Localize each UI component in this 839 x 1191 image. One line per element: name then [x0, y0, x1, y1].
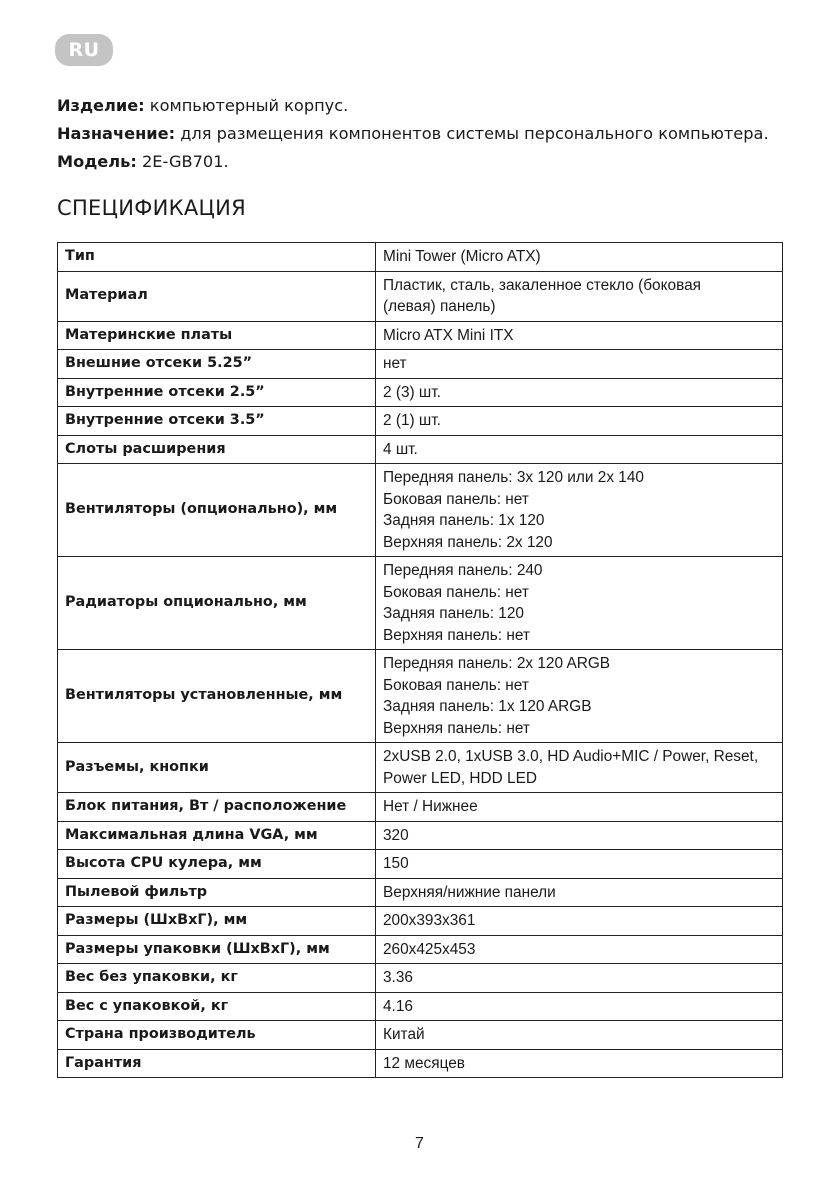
table-row: [58, 1049, 783, 1078]
table-row: [58, 650, 783, 743]
spec-value-line: Нет / Нижнее: [383, 798, 478, 815]
spec-key: Материнские платы: [58, 321, 376, 350]
page-number: 7: [415, 1135, 424, 1152]
spec-value-line: Китай: [383, 1026, 425, 1043]
spec-value-line: 2xUSB 2.0, 1xUSB 3.0, HD Audio+MIC / Power, Reset,: [383, 748, 759, 765]
spec-key: Радиаторы опционально, мм: [58, 557, 376, 650]
table-row: [58, 321, 783, 350]
spec-value-line: Боковая панель: нет: [383, 583, 529, 601]
spec-value: [376, 1021, 783, 1050]
table-row: [58, 271, 783, 321]
spec-value-line: Задняя панель: 1x 120: [383, 512, 545, 529]
spec-value-line: Боковая панель: нет: [383, 676, 529, 694]
table-row: [58, 743, 783, 793]
spec-value-line: Передняя панель: 240: [383, 562, 543, 579]
table-row: [58, 964, 783, 993]
spec-value: [376, 964, 783, 993]
spec-value-line: Передняя панель: 3x 120 или 2x 140: [383, 469, 644, 486]
spec-value: [376, 243, 783, 272]
spec-value-line: Верхняя панель: нет: [383, 719, 530, 737]
intro-text: 2E-GB701.: [136, 152, 229, 171]
spec-value-line: Пластик, сталь, закаленное стекло (боковая: [383, 276, 701, 294]
spec-key: Гарантия: [58, 1049, 376, 1078]
spec-key: Материал: [58, 271, 376, 321]
spec-value-line: 2 (1) шт.: [383, 412, 441, 429]
spec-key: Вес с упаковкой, кг: [58, 992, 376, 1021]
intro-label: Модель:: [57, 152, 137, 171]
spec-value-line: Верхняя панель: 2x 120: [383, 533, 553, 551]
spec-value-line: 260x425x453: [383, 940, 476, 958]
spec-value: [376, 321, 783, 350]
spec-value-line: 3.36: [383, 969, 413, 986]
spec-table-body: [58, 243, 783, 1078]
spec-value-line: 200x393x361: [383, 912, 476, 929]
spec-value: [376, 878, 783, 907]
spec-value-line: Mini Tower (Micro ATX): [383, 248, 541, 265]
table-row: [58, 350, 783, 379]
spec-value-line: 4.16: [383, 997, 413, 1015]
spec-value: [376, 271, 783, 321]
spec-value: [376, 850, 783, 879]
spec-value-line: 4 шт.: [383, 440, 418, 458]
intro-label: Назначение:: [57, 124, 176, 143]
table-row: [58, 407, 783, 436]
spec-key: Внутренние отсеки 2.5”: [58, 378, 376, 407]
spec-value-line: нет: [383, 355, 407, 372]
spec-value-line: Power LED, HDD LED: [383, 769, 537, 787]
spec-table: [57, 242, 783, 1078]
spec-value: [376, 793, 783, 822]
table-row: [58, 907, 783, 936]
table-row: [58, 793, 783, 822]
spec-key: Высота CPU кулера, мм: [58, 850, 376, 879]
spec-value-line: Верхняя панель: нет: [383, 626, 530, 644]
table-row: [58, 378, 783, 407]
intro-line-model: [57, 148, 797, 176]
spec-key: Вентиляторы установленные, мм: [58, 650, 376, 743]
spec-value-line: Верхняя/нижние панели: [383, 883, 556, 901]
spec-key: Пылевой фильтр: [58, 878, 376, 907]
spec-key: Слоты расширения: [58, 435, 376, 464]
spec-key: Страна производитель: [58, 1021, 376, 1050]
language-badge: RU: [55, 34, 113, 66]
spec-value-line: Задняя панель: 1x 120 ARGB: [383, 698, 592, 715]
spec-key: Размеры (ШхВхГ), мм: [58, 907, 376, 936]
intro-text: для размещения компонентов системы персонального компьютера.: [175, 124, 769, 143]
table-row: [58, 435, 783, 464]
spec-value: [376, 557, 783, 650]
table-row: [58, 243, 783, 272]
spec-value: [376, 992, 783, 1021]
spec-value: [376, 464, 783, 557]
spec-value: [376, 435, 783, 464]
spec-key: Внутренние отсеки 3.5”: [58, 407, 376, 436]
spec-value: [376, 350, 783, 379]
spec-key: Тип: [58, 243, 376, 272]
table-row: [58, 935, 783, 964]
spec-value: [376, 743, 783, 793]
spec-value-line: 2 (3) шт.: [383, 383, 441, 401]
spec-value: [376, 935, 783, 964]
spec-value-line: Боковая панель: нет: [383, 490, 529, 508]
spec-value: [376, 407, 783, 436]
spec-value: [376, 650, 783, 743]
table-row: [58, 464, 783, 557]
product-intro: [57, 92, 797, 176]
table-row: [58, 850, 783, 879]
spec-value: [376, 378, 783, 407]
spec-key: Разъемы, кнопки: [58, 743, 376, 793]
spec-value: [376, 907, 783, 936]
spec-value-line: 320: [383, 826, 409, 844]
spec-value-line: 12 месяцев: [383, 1054, 465, 1072]
table-row: [58, 557, 783, 650]
spec-key: Вес без упаковки, кг: [58, 964, 376, 993]
spec-key: Максимальная длина VGA, мм: [58, 821, 376, 850]
spec-value: [376, 1049, 783, 1078]
spec-value: [376, 821, 783, 850]
intro-text: компьютерный корпус.: [144, 96, 349, 115]
spec-key: Вентиляторы (опционально), мм: [58, 464, 376, 557]
table-row: [58, 878, 783, 907]
intro-line-purpose: [57, 120, 797, 148]
table-row: [58, 1021, 783, 1050]
table-row: [58, 821, 783, 850]
intro-line-product: [57, 92, 797, 120]
spec-value-line: Micro ATX Mini ITX: [383, 326, 514, 344]
intro-label: Изделие:: [57, 96, 145, 115]
spec-value-line: Задняя панель: 120: [383, 605, 524, 622]
spec-key: Внешние отсеки 5.25”: [58, 350, 376, 379]
spec-value-line: 150: [383, 855, 409, 872]
spec-key: Размеры упаковки (ШхВхГ), мм: [58, 935, 376, 964]
section-title: СПЕЦИФИКАЦИЯ: [57, 196, 247, 220]
spec-value-line: Передняя панель: 2x 120 ARGB: [383, 655, 611, 672]
spec-key: Блок питания, Вт / расположение: [58, 793, 376, 822]
spec-value-line: (левая) панель): [383, 298, 496, 315]
table-row: [58, 992, 783, 1021]
